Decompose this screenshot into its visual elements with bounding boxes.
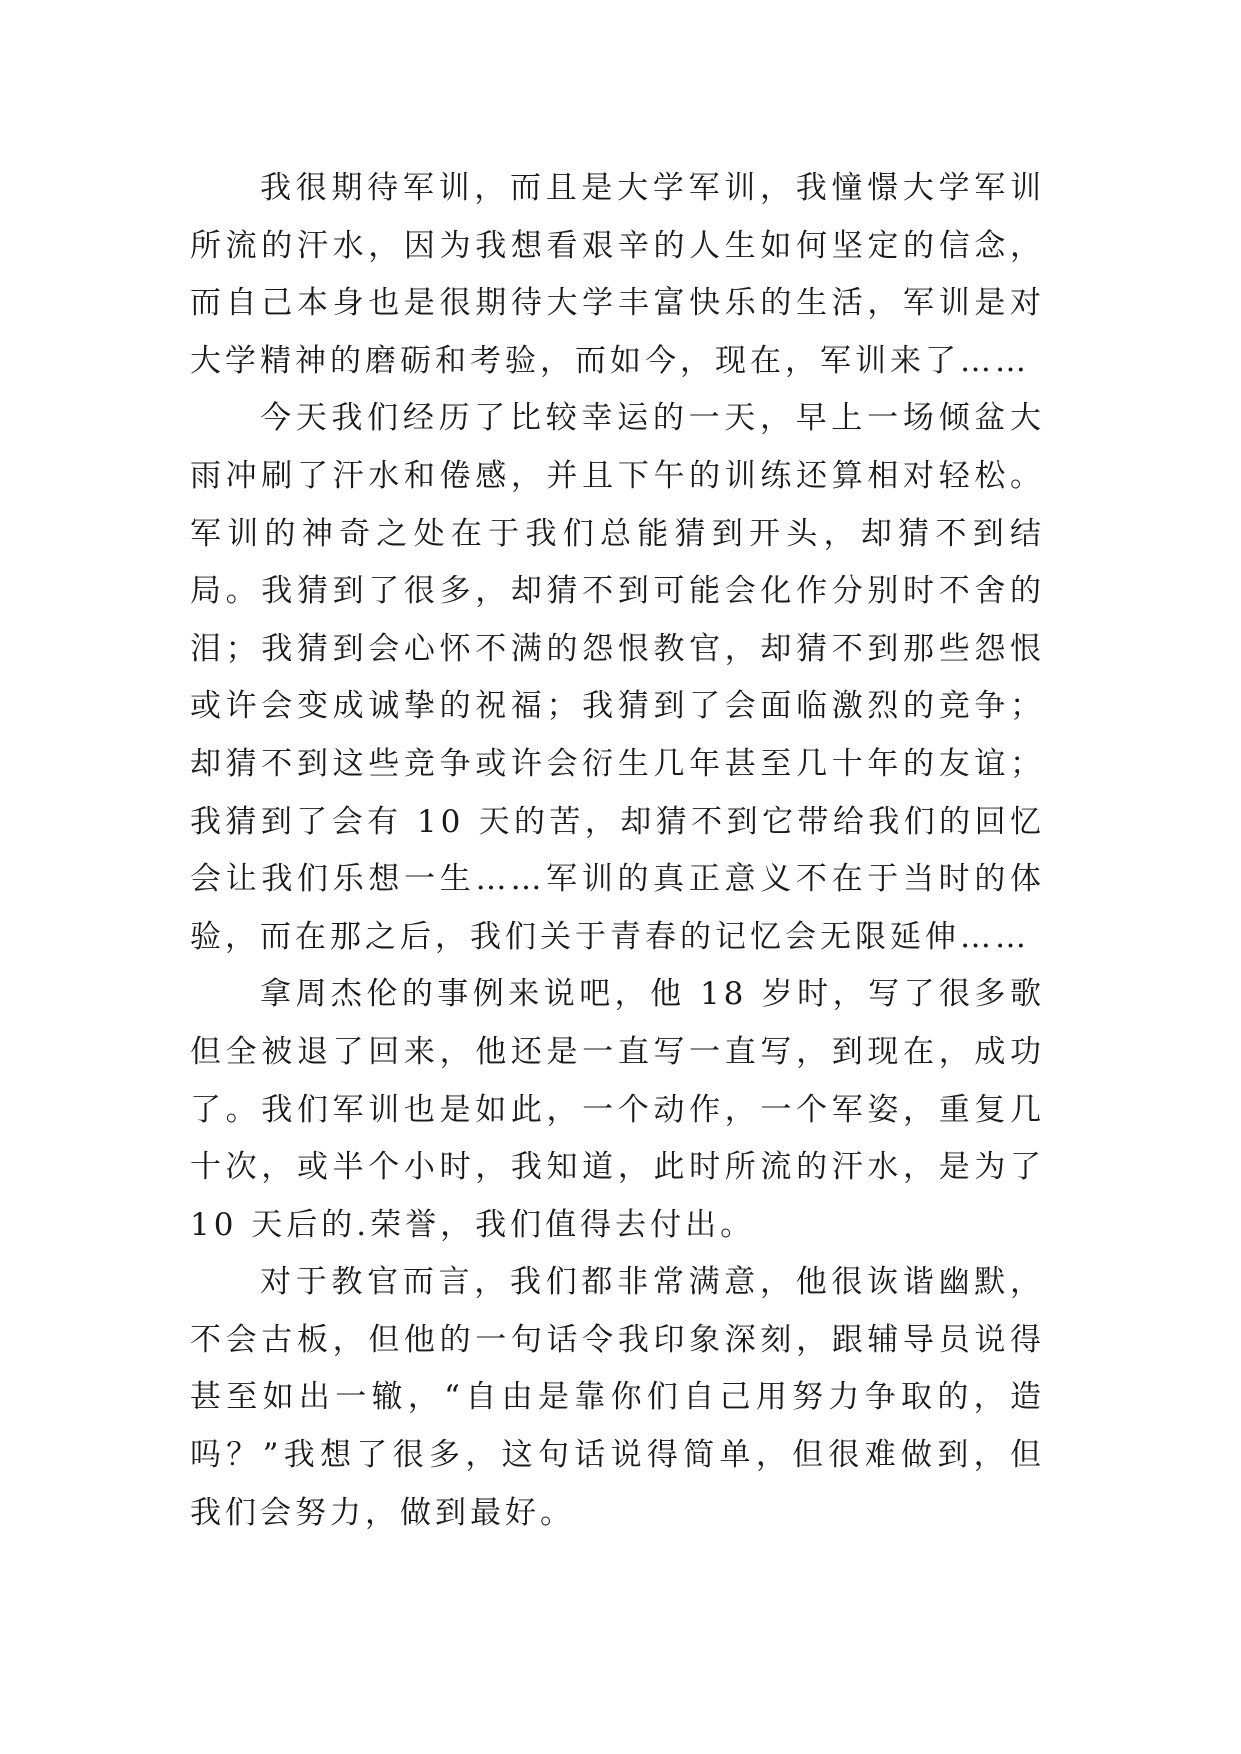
paragraph-2: 今天我们经历了比较幸运的一天，早上一场倾盆大雨冲刷了汗水和倦感，并且下午的训练还算相对轻松。军训的神奇之处在于我们总能猜到开头，却猜不到结局。我猜到了很多，却猜不到可能会化作分别时不舍的泪；我猜到会心怀不满的怨恨教官，却猜不到那些怨恨或许会变成诚挚的祝福；我猜到了会面临激烈的竞争；却猜不到这些竞争或许会衍生几年甚至几十年的友谊；我猜到了会有 10 天的苦，却猜不到它带给我们的回忆会让我们乐想一生……军训的真正意义不在于当时的体验，而在那之后，我们关于青春的记忆会无限延伸…… — [190, 400, 1045, 955]
document-body — [190, 160, 1045, 1542]
paragraph-1: 我很期待军训，而且是大学军训，我憧憬大学军训所流的汗水，因为我想看艰辛的人生如何坚定的信念，而自己本身也是很期待大学丰富快乐的生活，军训是对大学精神的磨砺和考验，而如今，现在，军训来了…… — [190, 170, 1045, 379]
paragraph-3: 拿周杰伦的事例来说吧，他 18 岁时，写了很多歌但全被退了回来，他还是一直写一直写，到现在，成功了。我们军训也是如此，一个动作，一个军姿，重复几十次，或半个小时，我知道，此时所流的汗水，是为了 10 天后的.荣誉，我们值得去付出。 — [190, 976, 1045, 1243]
paragraph-4: 对于教官而言，我们都非常满意，他很诙谐幽默，不会古板，但他的一句话令我印象深刻，跟辅导员说得甚至如出一辙，“自由是靠你们自己用努力争取的，造吗？”我想了很多，这句话说得简单，但很难做到，但我们会努力，做到最好。 — [190, 1264, 1045, 1531]
